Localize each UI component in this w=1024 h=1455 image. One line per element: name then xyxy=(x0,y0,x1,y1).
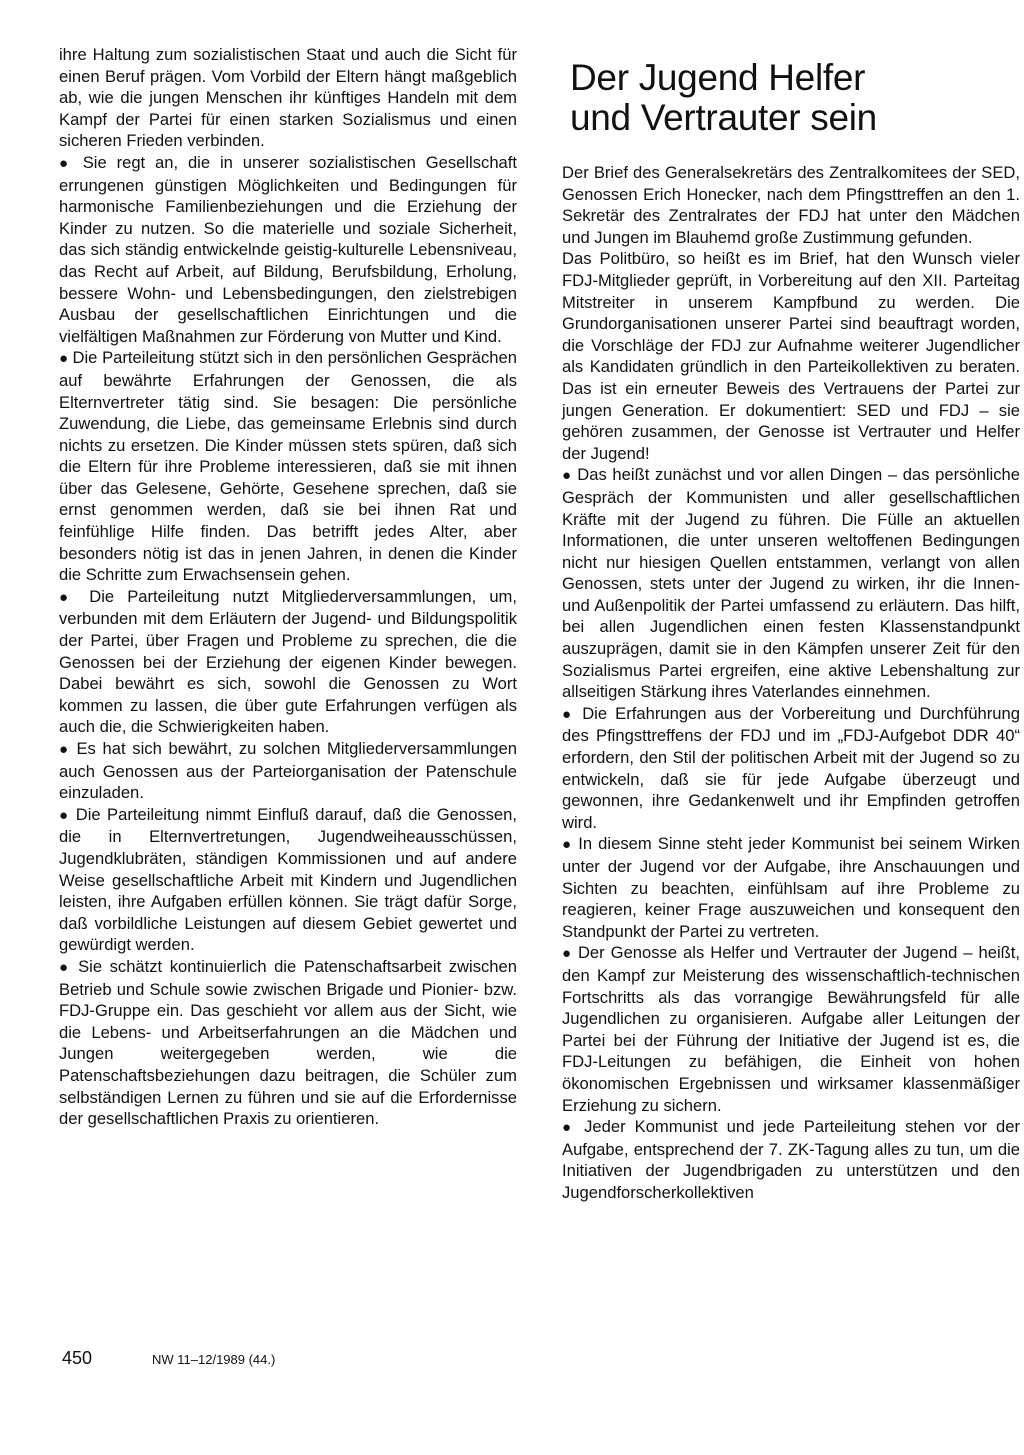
paragraph: Das Politbüro, so heißt es im Brief, hat den Wunsch vieler FDJ-Mitglieder geprüft, in Vorbereitung auf den XII. Parteitag Mitstreiter in unserem Kampfbund zu werden. Die Grundorganisationen unserer Partei sind beauftragt worden, die Vorschläge der FDJ zur Aufnahme weiterer Jugendlicher als Kandidaten gründlich in den Parteikollektiven zu beraten. Das ist ein erneuter Beweis des Vertrauens der Partei zur jungen Generation. Er dokumentiert: SED und FDJ – sie gehören zusammen, der Genosse ist Vertrauter und Helfer der Jugend! xyxy=(562,249,1020,463)
bullet-paragraph: ● Jeder Kommunist und jede Parteileitung stehen vor der Aufgabe, entsprechend der 7. ZK-Tagung alles zu tun, um die Initiativen der Jugendbrigaden zu unterstützen und den Jugendforscherkollektiven xyxy=(562,1116,1020,1203)
article-headline xyxy=(570,58,990,138)
paragraph: Der Brief des Generalsekretärs des Zentralkomitees der SED, Genossen Erich Honecker, nach dem Pfingsttreffen an den 1. Sekretär des Zentralrates der FDJ hat unter den Mädchen und Jungen im Blauhemd große Zustimmung gefunden. xyxy=(562,163,1020,247)
bullet-paragraph: ● Es hat sich bewährt, zu solchen Mitgliederversammlungen auch Genossen aus der Parteiorganisation der Patenschule einzuladen. xyxy=(59,738,517,804)
headline-line-1: Der Jugend Helfer xyxy=(570,57,866,98)
journal-issue: NW 11–12/1989 (44.) xyxy=(152,1352,276,1367)
bullet-paragraph: ● In diesem Sinne steht jeder Kommunist bei seinem Wirken unter der Jugend vor der Aufgabe, ihre Anschauungen und Sichten zu beachten, einfühlsam auf ihre Probleme zu reagieren, keiner Frage auszuweichen und konsequent den Standpunkt der Partei zu vertreten. xyxy=(562,833,1020,942)
paragraph: ihre Haltung zum sozialistischen Staat und auch die Sicht für einen Beruf prägen. Vom Vorbild der Eltern hängt maßgeblich ab, wie die jungen Menschen ihr künftiges Handeln mit dem Kampf der Partei für einen starken Sozialismus und einen sicheren Frieden verbinden. xyxy=(59,45,517,151)
bullet-paragraph: ● Sie regt an, die in unserer sozialistischen Gesellschaft errungenen günstigen Möglichkeiten und Bedingungen für harmonische Familienbeziehungen und die Erziehung der Kinder zu nutzen. So die materielle und soziale Sicherheit, das sich ständig entwickelnde geistig-kulturelle Lebensniveau, das Recht auf Arbeit, auf Bildung, Berufsbildung, Erholung, bessere Wohn- und Lebensbedingungen, den zielstrebigen Ausbau der gesellschaftlichen Einrichtungen und die vielfältigen Maßnahmen zur Förderung von Mutter und Kind. xyxy=(59,152,517,347)
bullet-paragraph: ● Die Parteileitung stützt sich in den persönlichen Gesprächen auf bewährte Erfahrungen der Genossen, die als Elternvertreter tätig sind. Sie besagen: Die persönliche Zuwendung, die Liebe, das gemeinsame Erlebnis sind durch nichts zu ersetzen. Die Kinder müssen stets spüren, daß sich die Eltern für ihre Probleme interessieren, daß sie mit ihnen über das Gelesene, Gehörte, Gesehene sprechen, daß sie ernst genommen werden, daß sie bei ihnen Rat und feinfühlige Hilfe finden. Das betrifft jedes Alter, aber besonders nötig ist das in jenen Jahren, in denen die Kinder die Schritte zum Erwachsensein gehen. xyxy=(59,347,517,586)
right-column xyxy=(562,162,1020,1204)
bullet-paragraph: ● Die Erfahrungen aus der Vorbereitung und Durchführung des Pfingsttreffens der FDJ und im „FDJ-Aufgebot DDR 40“ erfordern, den Stil der politischen Arbeit mit der Jugend so zu entwickeln, daß sie für jede Aufgabe überzeugt und gewonnen, ihre Gedankenwelt und ihr Empfinden getroffen wird. xyxy=(562,703,1020,834)
bullet-paragraph: ● Das heißt zunächst und vor allen Dingen – das persönliche Gespräch der Kommunisten und aller gesellschaftlichen Kräfte mit der Jugend zu führen. Die Fülle an aktuellen Informationen, die unter unseren weltoffenen Bedingungen nicht nur hiesigen Quellen entstammen, verlangt von allen Genossen, stets unter der Jugend zu wirken, ihr die Innen- und Außenpolitik der Partei umfassend zu erläutern. Das hilft, bei allen Jugendlichen einen festen Klassenstandpunkt auszuprägen, damit sie in den Kämpfen unserer Zeit für den Sozialismus Partei ergreifen, eine aktive Lebenshaltung zur allseitigen Stärkung ihres Vaterlandes einnehmen. xyxy=(562,464,1020,703)
bullet-paragraph: ● Die Parteileitung nimmt Einfluß darauf, daß die Genossen, die in Elternvertretungen, Jugendweiheausschüssen, Jugendklubräten, ständigen Kommissionen und auf andere Weise gesellschaftliche Arbeit mit Kindern und Jugendlichen leisten, ihre Aufgaben erfüllen können. Sie trägt dafür Sorge, daß vorbildliche Leistungen auf diesem Gebiet gewertet und gewürdigt werden. xyxy=(59,804,517,956)
page-number: 450 xyxy=(62,1348,93,1368)
left-column xyxy=(59,44,517,1130)
bullet-paragraph: ● Sie schätzt kontinuierlich die Patenschaftsarbeit zwischen Betrieb und Schule sowie zwischen Brigade und Pionier- bzw. FDJ-Gruppe ein. Das geschieht vor allem aus der Sicht, wie die Lebens- und Arbeitserfahrungen an die Mädchen und Jungen weitergegeben werden, wie die Patenschaftsbeziehungen dazu beitragen, die Schüler zum selbständigen Lernen zu führen und sie auf die Erfordernisse der gesellschaftlichen Praxis zu orientieren. xyxy=(59,956,517,1130)
bullet-paragraph: ● Die Parteileitung nutzt Mitgliederversammlungen, um, verbunden mit dem Erläutern der Jugend- und Bildungspolitik der Partei, über Fragen und Probleme zu sprechen, die die Genossen bei der Erziehung der eigenen Kinder bewegen. Dabei bewährt es sich, sowohl die Genossen zu Wort kommen zu lassen, die über gute Erfahrungen verfügen als auch die, die Schwierigkeiten haben. xyxy=(59,586,517,738)
headline-line-2: und Vertrauter sein xyxy=(570,97,877,138)
bullet-paragraph: ● Der Genosse als Helfer und Vertrauter der Jugend – heißt, den Kampf zur Meisterung des wissenschaftlich-technischen Fortschritts als das vorrangige Bewährungsfeld für alle Jugendlichen zu organisieren. Aufgabe aller Leitungen der Partei bei der Führung der Initiative der Jugend ist es, die FDJ-Leitungen zu befähigen, die Einheit von hohen ökonomischen Ergebnissen und wirksamer klassenmäßiger Erziehung zu sichern. xyxy=(562,942,1020,1116)
